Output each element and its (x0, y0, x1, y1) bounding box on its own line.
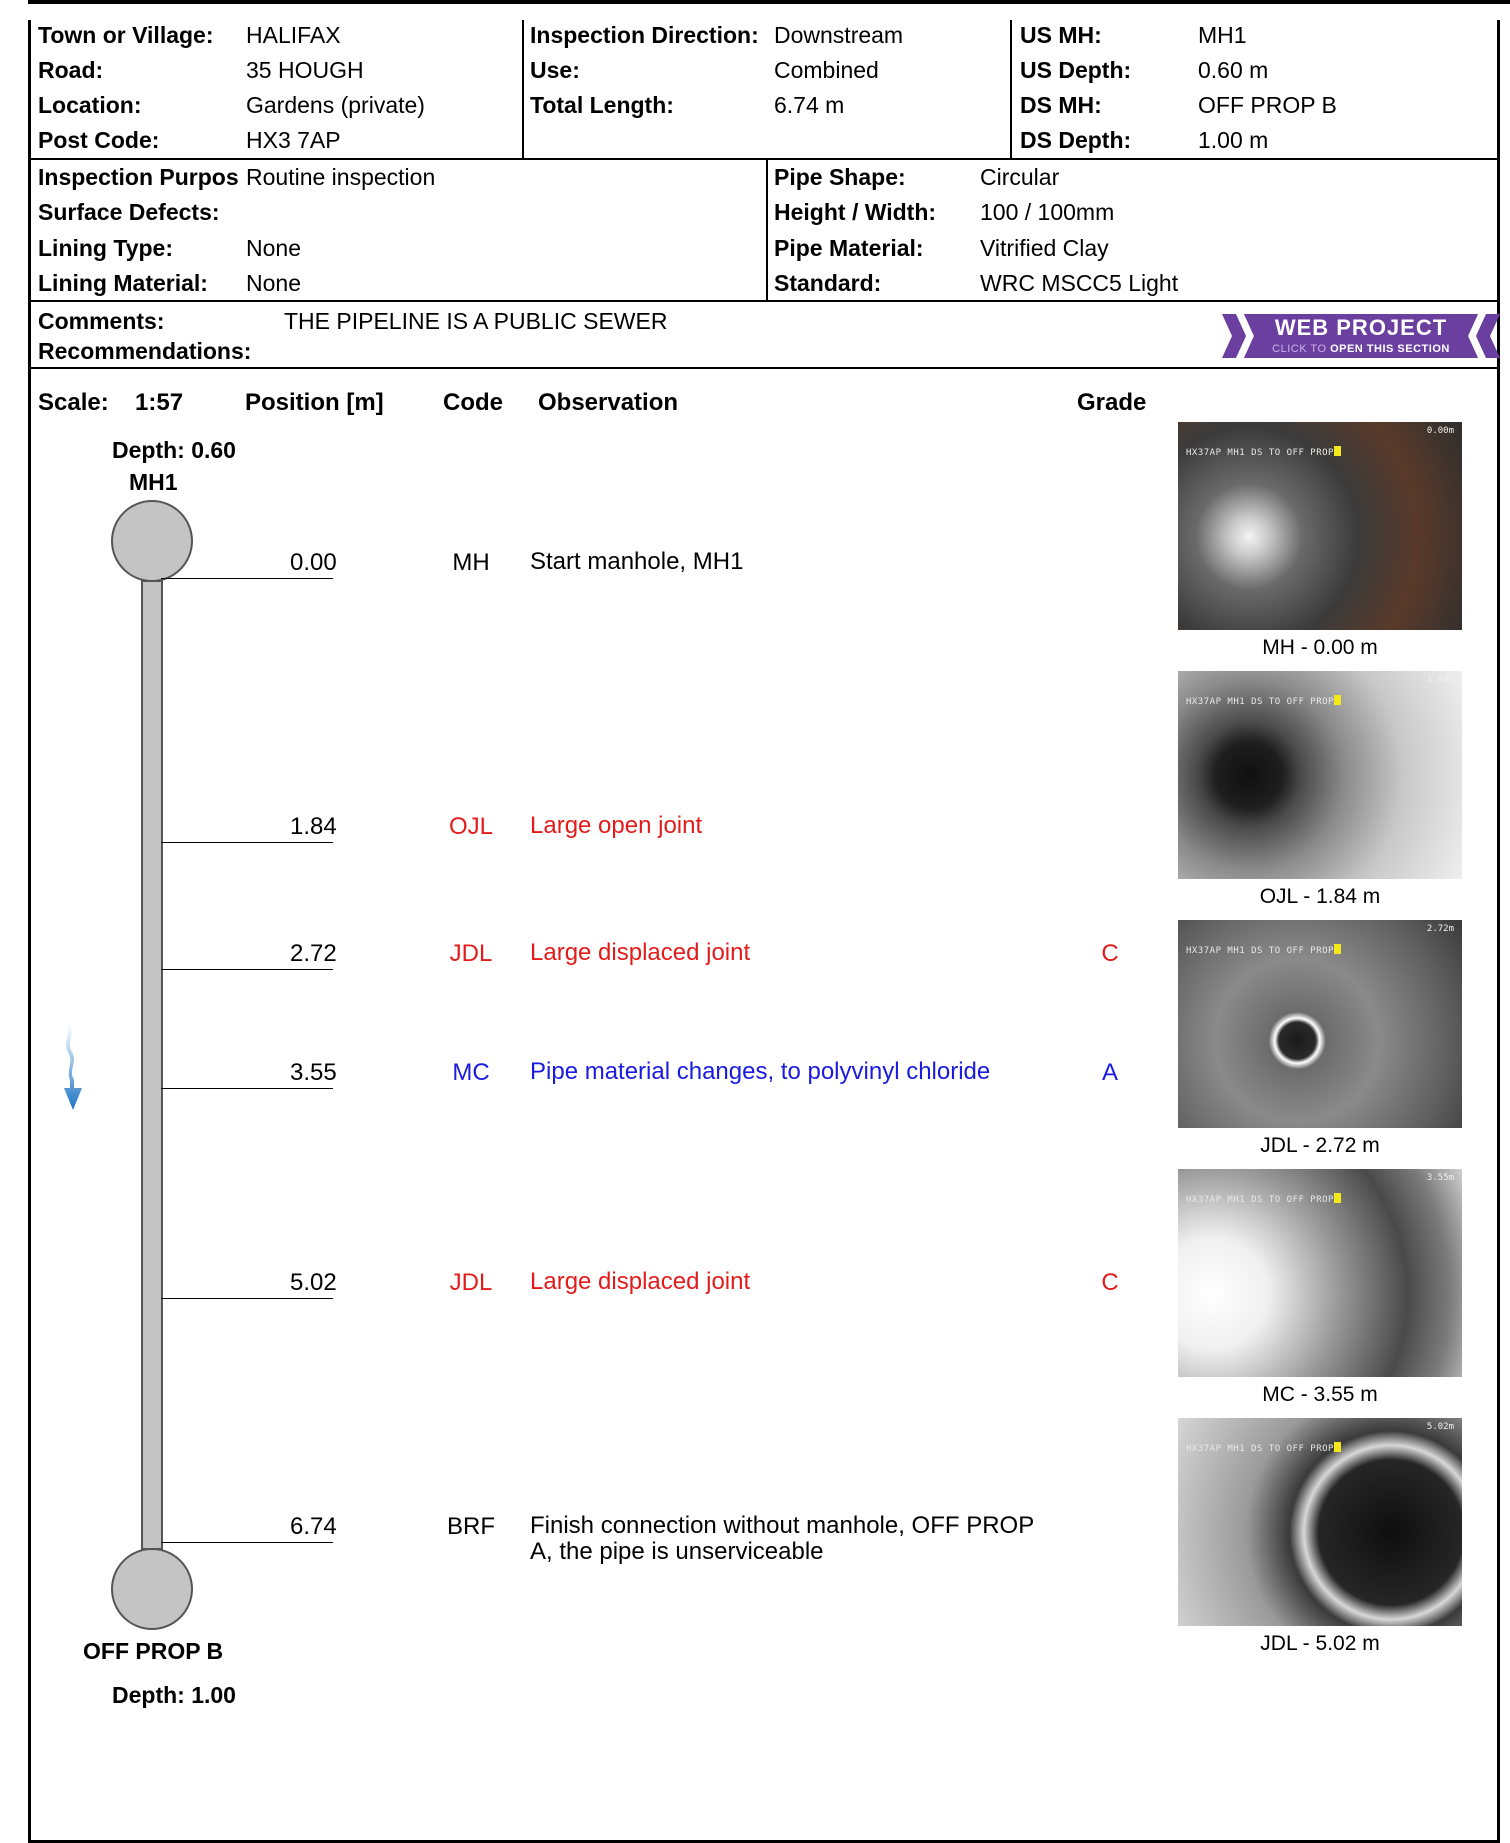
web-project-sub-b: OPEN THIS SECTION (1330, 343, 1450, 355)
observation-code: BRF (447, 1513, 495, 1540)
observation-grade: C (1101, 1269, 1119, 1296)
us-depth-label: US Depth: (1020, 57, 1132, 83)
use-label: Use: (530, 57, 580, 83)
ds-depth-value: 1.00 m (1198, 127, 1269, 153)
observation-position: 0.00 (290, 549, 337, 576)
lining-type-label: Lining Type: (38, 235, 174, 261)
observation-code: JDL (449, 1269, 493, 1296)
details-col-divider (766, 158, 768, 300)
start-depth-label: Depth: 0.60 (112, 437, 236, 463)
road-label: Road: (38, 57, 104, 83)
position-tick (161, 1298, 333, 1299)
photo-overlay-text: HX37AP MH1 DS TO OFF PROP (1186, 448, 1334, 458)
header-divider (28, 158, 1500, 160)
top-rule (28, 0, 1510, 4)
pipe-shape-label: Pipe Shape: (774, 164, 906, 190)
standard-value: WRC MSCC5 Light (980, 270, 1179, 296)
position-tick (161, 578, 333, 579)
comments-label: Comments: (38, 308, 165, 334)
observation-grade: A (1101, 1059, 1118, 1086)
photo-cursor-icon (1334, 446, 1341, 456)
us-depth-value: 0.60 m (1198, 57, 1269, 83)
photo-overlay-text: HX37AP MH1 DS TO OFF PROP (1186, 946, 1334, 956)
photo-distance-overlay: 2.72m (1426, 924, 1454, 934)
flow-direction-arrow-icon (58, 1024, 88, 1114)
photo-distance-overlay: 0.00m (1426, 426, 1454, 436)
photo-distance-overlay: 1.84m (1426, 675, 1454, 685)
lining-material-label: Lining Material: (38, 270, 208, 296)
header-col-divider-2 (1010, 20, 1012, 159)
details-divider (28, 300, 1500, 302)
position-tick (161, 1088, 333, 1089)
observation-position: 3.55 (290, 1059, 337, 1086)
ds-mh-label: DS MH: (1020, 92, 1102, 118)
photo-text-overlay (1186, 1193, 1341, 1205)
position-tick (161, 1542, 333, 1543)
lining-material-value: None (246, 270, 301, 296)
observation-code: JDL (449, 940, 493, 967)
photo-cursor-icon (1334, 1193, 1341, 1203)
inspection-photo[interactable] (1178, 422, 1462, 630)
photo-cursor-icon (1334, 944, 1341, 954)
inspection-photo[interactable] (1178, 1169, 1462, 1377)
direction-label: Inspection Direction: (530, 22, 759, 48)
photo-distance-overlay: 3.55m (1426, 1173, 1454, 1183)
observation-header: Observation (538, 389, 679, 416)
start-manhole-name: MH1 (129, 469, 178, 495)
photo-text-overlay (1186, 944, 1341, 956)
photo-text-overlay (1186, 446, 1341, 458)
observation-text: Large open joint (530, 812, 703, 839)
observation-position: 2.72 (290, 940, 337, 967)
observation-text: Pipe material changes, to polyvinyl chloride (530, 1058, 991, 1085)
inspection-photo[interactable] (1178, 1418, 1462, 1626)
web-project-sub-a: CLICK TO (1272, 343, 1327, 355)
photo-overlay-text: HX37AP MH1 DS TO OFF PROP (1186, 697, 1334, 707)
pipe-size-value: 100 / 100mm (980, 199, 1115, 225)
position-tick (161, 969, 333, 970)
observation-code: OJL (448, 813, 493, 840)
photo-text-overlay (1186, 1442, 1341, 1454)
direction-value: Downstream (774, 22, 904, 48)
observation-text: Large displaced joint (530, 1268, 751, 1295)
position-tick (161, 842, 333, 843)
end-depth-label: Depth: 1.00 (112, 1682, 236, 1708)
length-label: Total Length: (530, 92, 674, 118)
observation-code: MC (452, 1059, 490, 1086)
end-manhole-circle (111, 1548, 193, 1630)
code-header: Code (443, 389, 503, 416)
photo-cursor-icon (1334, 1442, 1341, 1452)
photo-caption: OJL - 1.84 m (1259, 885, 1381, 908)
postcode-value: HX3 7AP (246, 127, 341, 153)
observation-position: 1.84 (290, 813, 337, 840)
length-value: 6.74 m (774, 92, 845, 118)
web-project-subtitle (1222, 343, 1500, 355)
standard-label: Standard: (774, 270, 882, 296)
town-value: HALIFAX (246, 22, 341, 48)
purpose-value: Routine inspection (246, 164, 436, 190)
photo-caption: JDL - 5.02 m (1260, 1632, 1380, 1655)
purpose-label: Inspection Purpos (38, 164, 239, 190)
road-value: 35 HOUGH (246, 57, 364, 83)
end-manhole-name: OFF PROP B (83, 1638, 224, 1664)
location-label: Location: (38, 92, 142, 118)
photo-overlay-text: HX37AP MH1 DS TO OFF PROP (1186, 1195, 1334, 1205)
inspection-photo[interactable] (1178, 920, 1462, 1128)
location-value: Gardens (private) (246, 92, 425, 118)
observation-text: Large displaced joint (530, 939, 751, 966)
observation-text: Start manhole, MH1 (530, 548, 744, 575)
pipe-shape-value: Circular (980, 164, 1060, 190)
photo-text-overlay (1186, 695, 1341, 707)
comments-value: THE PIPELINE IS A PUBLIC SEWER (284, 308, 668, 334)
pipe-material-value: Vitrified Clay (980, 235, 1109, 261)
photo-caption: JDL - 2.72 m (1260, 1134, 1380, 1157)
observation-position: 6.74 (290, 1513, 337, 1540)
observation-grade: C (1101, 940, 1119, 967)
start-manhole-circle (111, 500, 193, 582)
scale-value: 1:57 (135, 389, 184, 416)
photo-overlay-text: HX37AP MH1 DS TO OFF PROP (1186, 1444, 1334, 1454)
scale-label: Scale: (38, 389, 109, 416)
photo-caption: MC - 3.55 m (1262, 1383, 1378, 1406)
header-col-divider-1 (522, 20, 524, 159)
pipe-material-label: Pipe Material: (774, 235, 924, 261)
us-mh-label: US MH: (1020, 22, 1102, 48)
town-label: Town or Village: (38, 22, 214, 48)
lining-type-value: None (246, 235, 301, 261)
photo-caption: MH - 0.00 m (1262, 636, 1378, 659)
postcode-label: Post Code: (38, 127, 160, 153)
surface-label: Surface Defects: (38, 199, 220, 225)
us-mh-value: MH1 (1198, 22, 1247, 48)
inspection-photo[interactable] (1178, 671, 1462, 879)
comments-divider (28, 367, 1500, 369)
pipe-size-label: Height / Width: (774, 199, 937, 225)
photo-distance-overlay: 5.02m (1426, 1422, 1454, 1432)
observation-position: 5.02 (290, 1269, 337, 1296)
recommendations-label: Recommendations: (38, 338, 252, 364)
grade-header: Grade (1077, 389, 1147, 416)
photo-cursor-icon (1334, 695, 1341, 705)
observation-text: Finish connection without manhole, OFF PROP A, the pipe is unserviceable (530, 1512, 1034, 1565)
web-project-button[interactable] (1222, 311, 1500, 361)
ds-depth-label: DS Depth: (1020, 127, 1132, 153)
observation-code: MH (452, 549, 490, 576)
use-value: Combined (774, 57, 879, 83)
position-header: Position [m] (245, 389, 384, 416)
web-project-title: WEB PROJECT (1274, 315, 1448, 340)
pipe-body (141, 580, 163, 1550)
ds-mh-value: OFF PROP B (1198, 92, 1337, 118)
